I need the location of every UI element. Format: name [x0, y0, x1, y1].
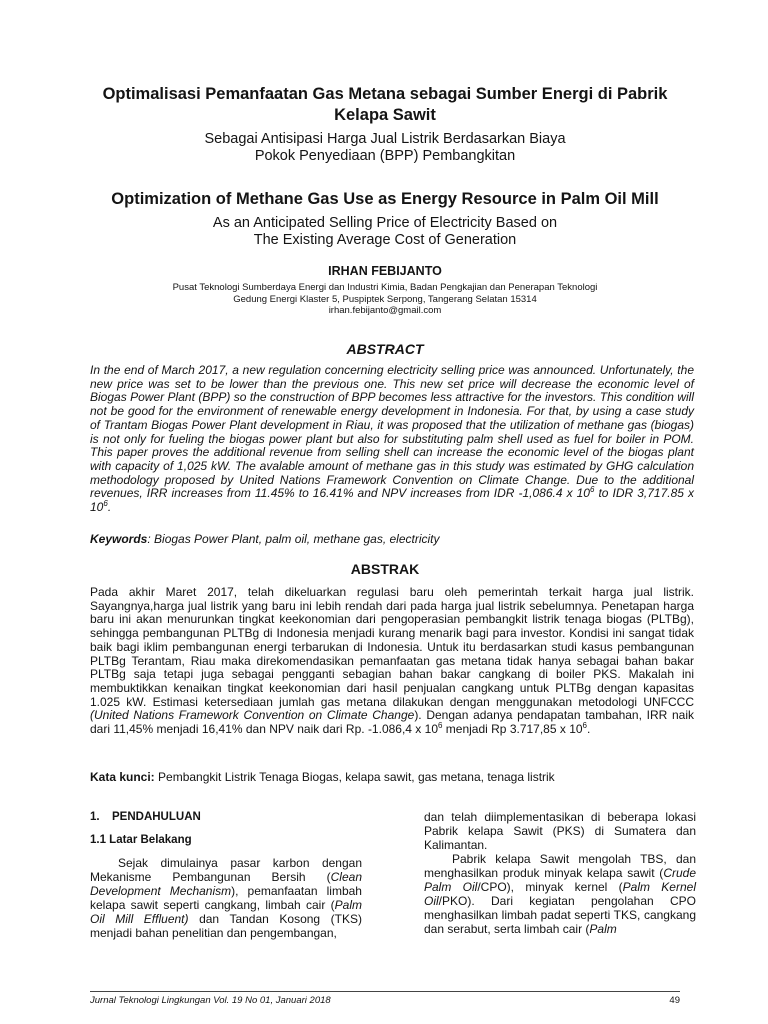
title-english: Optimization of Methane Gas Use as Energy Resource in Palm Oil Mill [111, 190, 659, 208]
left-text-italic-1: Clean Development Mechanism [90, 870, 362, 898]
right-text-b: /CPO), minyak kernel ( [477, 880, 623, 894]
right-text-c: /PKO). Dari kegiatan pengolahan CPO menghasilkan limbah padat seperti TKS, cangkang dan serabut, serta limbah cair ( [424, 894, 696, 936]
right-text-italic-3: Palm [589, 922, 617, 936]
author-affiliation [90, 282, 680, 317]
right-paragraph-1: dan telah diimplementasikan di beberapa lokasi Pabrik kelapa Sawit (PKS) di Sumatera dan Kalimantan. [424, 810, 696, 852]
affiliation-line1: Pusat Teknologi Sumberdaya Energi dan Industri Kimia, Badan Pengkajian dan Penerapan Teknologi [172, 282, 598, 293]
author-email: irhan.febijanto@gmail.com [328, 305, 442, 316]
right-column [424, 810, 696, 936]
subtitle-english-line1: As an Anticipated Selling Price of Electricity Based on [212, 215, 558, 231]
subsection-heading: 1.1 Latar Belakang [90, 834, 192, 846]
abstract-text: In the end of March 2017, a new regulation concerning electricity selling price was announced. Unfortunately, the new price was set to be lower than the previous one. This new set price will decrease the economic level of Biogas Power Plant (BPP) so the construction of BPP becomes less attractive for the investors. This condition will not be good for the environment of renewable energy development in Indonesia. For that, by using a case study of Trantam Biogas Power Plant development in Riau, it was proposed that the utilization of methane gas (biogas) is not only for fueling the biogas power plant but also for substituting palm shell used as fuel for boiler in POM. This paper proves the additional revenue from selling shell can increase the economic level of the biogas plant with capacity of 1,025 kW. The avalable amount of methane gas in this study was estimated by GHG calculation methodology proposed by United Nations Framework Convention on Climate Change. Due to the additional revenues, IRR increases from 11.45% to 16.41% and NPV increases from IDR -1,086.4 x 10 [90, 363, 694, 501]
right-text-italic-1: Crude Palm Oil [424, 866, 696, 894]
subtitle-indonesian-line1: Sebagai Antisipasi Harga Jual Listrik Berdasarkan Biaya [204, 131, 566, 147]
affiliation-line2: Gedung Energi Klaster 5, Puspiptek Serpong, Tangerang Selatan 15314 [233, 293, 537, 305]
abstrak-exponent-2: 6 [582, 721, 587, 731]
right-paragraph-2 [424, 852, 696, 936]
kata-kunci-list: Pembangkit Listrik Tenaga Biogas, kelapa sawit, gas metana, tenaga listrik [154, 770, 555, 784]
footer-divider [90, 991, 680, 992]
abstrak-exponent-1: 6 [438, 721, 443, 731]
abstrak-body [90, 586, 694, 737]
left-column [90, 810, 362, 940]
keywords-label: Keywords [90, 532, 148, 546]
left-text-b: ), pemanfaatan limbah kelapa sawit seperti cangkang, limbah cair ( [90, 884, 362, 912]
subtitle-indonesian-line2: Pokok Penyediaan (BPP) Pembangkitan [254, 148, 516, 164]
left-paragraph [90, 856, 362, 940]
subtitle-english [90, 215, 680, 249]
abstract-heading: ABSTRACT [346, 341, 424, 357]
left-text-italic-2: Palm Oil Mill Effluent) [90, 898, 362, 926]
subtitle-english-line2: The Existing Average Cost of Generation [253, 232, 517, 248]
keywords-english [90, 532, 694, 546]
kata-kunci-label: Kata kunci: [90, 770, 155, 784]
abstract-exponent-2: 6 [103, 499, 108, 509]
right-text-italic-2: Palm Kernel Oil [424, 880, 696, 908]
left-text-a: Sejak dimulainya pasar karbon dengan Mekanisme Pembangunan Bersih ( [90, 856, 362, 884]
left-text-c: dan Tandan Kosong (TKS) menjadi bahan penelitian dan pengembangan, [90, 912, 362, 940]
author-name: IRHAN FEBIJANTO [328, 264, 442, 278]
footer-journal-citation: Jurnal Teknologi Lingkungan Vol. 19 No 01, Januari 2018 [90, 995, 331, 1006]
section-number: 1. [90, 811, 100, 823]
abstract-exponent-1: 6 [589, 485, 595, 495]
abstract-body [90, 364, 694, 515]
abstrak-text-d: . [587, 722, 591, 737]
right-text-a: Pabrik kelapa Sawit mengolah TBS, dan menghasilkan produk minyak kelapa sawit ( [424, 852, 696, 880]
abstrak-text-italic: (United Nations Framework Convention on Climate Change [90, 708, 415, 723]
subtitle-indonesian [90, 131, 680, 165]
section-title: PENDAHULUAN [112, 811, 201, 823]
abstract-text-mid: to IDR 3,717.85 x 10 [90, 486, 694, 515]
abstract-text-end: . [107, 500, 112, 515]
section-heading [90, 810, 362, 824]
keywords-list: : Biogas Power Plant, palm oil, methane gas, electricity [147, 532, 440, 546]
abstrak-text-b: ). Dengan adanya pendapatan tambahan, IRR naik dari 11,45% menjadi 16,41% dan NPV naik dari Rp. -1.086,4 x 10 [90, 708, 694, 737]
page-number: 49 [669, 995, 680, 1006]
title-indonesian: Optimalisasi Pemanfaatan Gas Metana sebagai Sumber Energi di Pabrik Kelapa Sawit [102, 85, 668, 124]
keywords-indonesian [90, 770, 694, 784]
abstrak-text-a: Pada akhir Maret 2017, telah dikeluarkan regulasi baru oleh pemerintah terkait harga jual listrik. Sayangnya,harga jual listrik yang baru ini lebih rendah dari pada harga jual listrik sebelumnya. Penetapan harga baru ini akan menurunkan tingkat keekonomian dari pengoperasian pembangkit listrik tenaga biogas (PLTBg), sehingga pembangunan PLTBg di Indonesia menjadi kurang menarik bagi para investor. Kondisi ini sangat tidak baik bagi iklim pembangunan energi terbarukan di Indonesia. Untuk itu berdasarkan studi kasus pembangunan PLTBg Terantam, Riau maka direkomendasikan pemanfaatan gas metana tidak hanya sebagai bahan bakar PLTBg saja tetapi juga sebagai pengganti sebagian bahan bakar cangkang di boiler PKS. Makalah ini membuktikkan kenaikan tingkat keekonomian dari hasil penjualan cangkang untuk PLTBg dengan kapasitas 1.025 kW. Estimasi ketersediaan jumlah gas metana dilakukan dengan menggunakan metodologi UNFCCC [90, 585, 694, 709]
abstrak-text-c: menjadi Rp 3.717,85 x 10 [442, 722, 583, 737]
abstrak-heading: ABSTRAK [350, 561, 420, 577]
